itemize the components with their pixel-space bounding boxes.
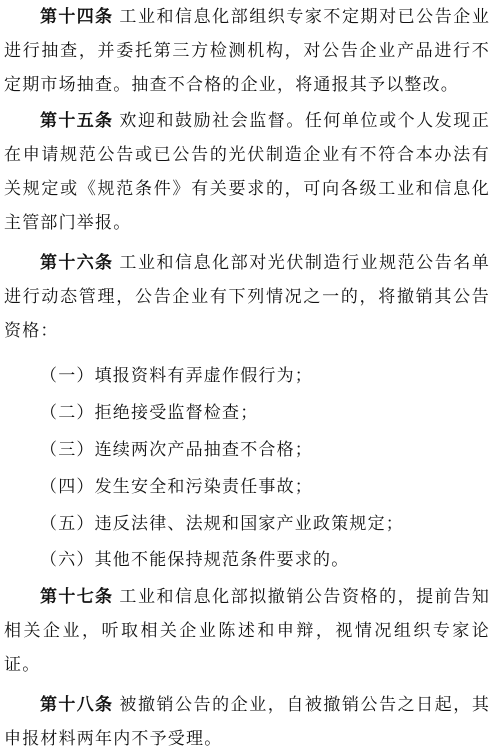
list-item: （二）拒绝接受监督检查； [40, 403, 259, 423]
article-number: 第十八条 [40, 695, 114, 715]
article-number: 第十六条 [40, 253, 114, 273]
list-item: （五）违反法律、法规和国家产业政策规定； [40, 514, 404, 534]
article-number: 第十五条 [40, 111, 114, 131]
article-text: 工业和信息化部组织专家不定期对已公告企业进行抽查，并委托第三方检测机构，对公告企业产品进行不定期市场抽查。抽查不合格的企业，将通报其予以整改。 [4, 7, 491, 95]
list-item: （四）发生安全和污染责任事故； [40, 477, 313, 497]
list-item: （一）填报资料有弄虚作假行为； [40, 366, 313, 386]
article-14 [4, 0, 490, 102]
article-15 [4, 104, 490, 240]
article-text: 被撤销公告的企业，自被撤销公告之日起，其申报材料两年内不予受理。 [4, 695, 491, 749]
list-item: （六）其他不能保持规范条件要求的。 [40, 550, 350, 570]
article-text: 工业和信息化部拟撤销公告资格的，提前告知相关企业，听取相关企业陈述和申辩，视情况组织专家论证。 [4, 587, 491, 675]
article-text: 工业和信息化部对光伏制造行业规范公告名单进行动态管理，公告企业有下列情况之一的，将撤销其公告资格： [4, 253, 491, 341]
article-number: 第十七条 [40, 587, 114, 607]
list-item: （三）连续两次产品抽查不合格； [40, 440, 313, 460]
article-18 [4, 688, 490, 756]
article-text: 欢迎和鼓励社会监督。任何单位或个人发现正在申请规范公告或已公告的光伏制造企业有不符合本办法有关规定或《规范条件》有关要求的，可向各级工业和信息化主管部门举报。 [4, 111, 491, 233]
article-17 [4, 580, 490, 682]
article-16 [4, 246, 490, 348]
article-number: 第十四条 [40, 7, 114, 27]
